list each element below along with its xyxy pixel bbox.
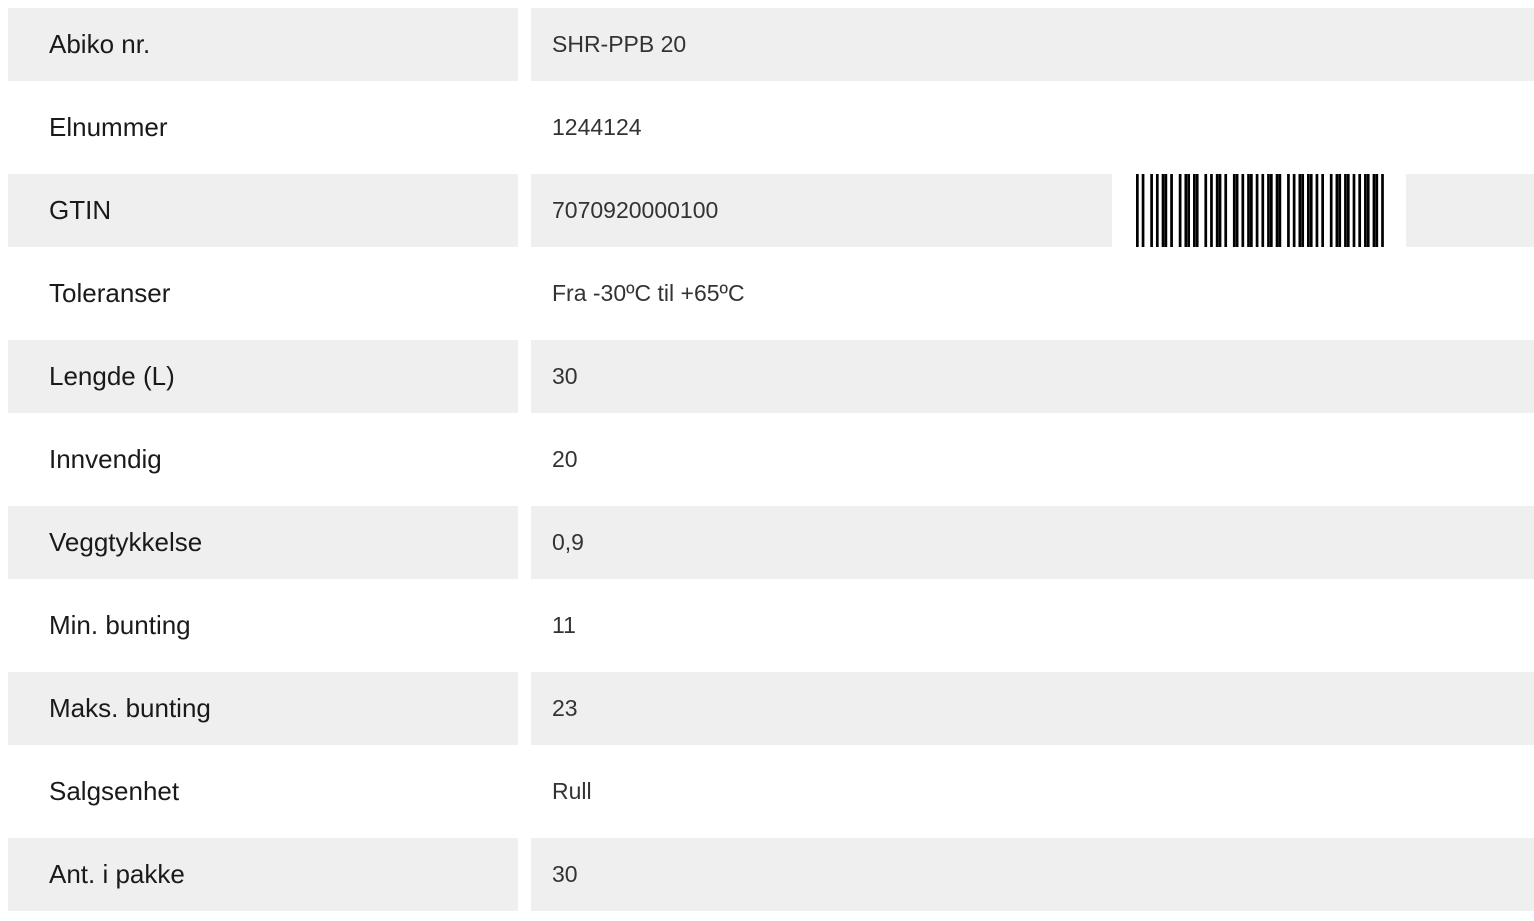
barcode-bar	[1279, 174, 1282, 247]
barcode-bar	[1353, 174, 1356, 247]
barcode-bar	[1276, 174, 1279, 247]
spec-row-maks-bunting	[8, 672, 1534, 745]
barcode-bar	[1293, 174, 1296, 247]
spec-row-min-bunting	[8, 589, 1534, 662]
barcode-bar	[1375, 174, 1378, 247]
barcode-bar	[1150, 174, 1153, 247]
spec-label: GTIN	[8, 174, 518, 247]
spec-value: Fra -30ºC til +65ºC	[552, 280, 745, 306]
spec-label: Min. bunting	[49, 610, 191, 640]
barcode-bar	[1142, 174, 1145, 247]
spec-row-ant-i-pakke	[8, 838, 1534, 911]
barcode-bar	[1196, 174, 1199, 247]
barcode-bar	[1358, 174, 1361, 247]
spec-label: Elnummer	[49, 112, 168, 142]
barcode-graphic	[1136, 174, 1386, 247]
spec-value-container	[531, 174, 1534, 247]
spec-row-veggtykkelse	[8, 506, 1534, 579]
barcode-bar	[1233, 174, 1236, 247]
barcode-bar	[1344, 174, 1347, 247]
barcode-bar	[1298, 174, 1301, 247]
barcode-bar	[1236, 174, 1239, 247]
spec-value: SHR-PPB 20	[531, 8, 1534, 81]
barcode-bar	[1210, 174, 1213, 247]
spec-row-abiko-nr	[8, 8, 1534, 81]
spec-row-elnummer	[8, 91, 1534, 164]
barcode-bar	[1247, 174, 1250, 247]
barcode-bar	[1373, 174, 1376, 247]
spec-row-innvendig	[8, 423, 1534, 496]
barcode-bar	[1224, 174, 1227, 247]
spec-label: Maks. bunting	[8, 672, 518, 745]
barcode-bar	[1162, 174, 1165, 247]
barcode-bar	[1219, 174, 1222, 247]
spec-label: Abiko nr.	[8, 8, 518, 81]
barcode-bar	[1184, 174, 1187, 247]
barcode-bar	[1381, 174, 1384, 247]
barcode-bar	[1338, 174, 1341, 247]
spec-value: 7070920000100	[552, 197, 719, 223]
barcode-bar	[1256, 174, 1259, 247]
barcode-bar	[1336, 174, 1339, 247]
spec-label: Veggtykkelse	[8, 506, 518, 579]
barcode-bar	[1364, 174, 1367, 247]
barcode-bar	[1310, 174, 1313, 247]
barcode-bar	[1165, 174, 1168, 247]
spec-value: 30	[531, 838, 1534, 911]
spec-row-toleranser	[8, 257, 1534, 330]
barcode-bar	[1307, 174, 1310, 247]
barcode-bar	[1170, 174, 1173, 247]
barcode-bar	[1179, 174, 1182, 247]
spec-value: 11	[552, 612, 576, 638]
barcode-bar	[1330, 174, 1333, 247]
spec-value: 1244124	[552, 114, 642, 140]
spec-row-salgsenhet	[8, 755, 1534, 828]
barcode-bar	[1261, 174, 1264, 247]
barcode-bar	[1204, 174, 1207, 247]
spec-row-lengde	[8, 340, 1534, 413]
spec-label: Lengde (L)	[8, 340, 518, 413]
barcode-bar	[1347, 174, 1350, 247]
barcode-bar	[1287, 174, 1290, 247]
spec-value: 30	[531, 340, 1534, 413]
barcode-bar	[1156, 174, 1159, 247]
barcode-bar	[1216, 174, 1219, 247]
barcode-bar	[1270, 174, 1273, 247]
spec-value: 0,9	[531, 506, 1534, 579]
spec-label: Innvendig	[49, 444, 162, 474]
barcode-bar	[1301, 174, 1304, 247]
spec-label: Ant. i pakke	[8, 838, 518, 911]
barcode-bar	[1250, 174, 1253, 247]
barcode-bar	[1241, 174, 1244, 247]
barcode-bar	[1187, 174, 1190, 247]
barcode-bar	[1193, 174, 1196, 247]
barcode-bar	[1321, 174, 1324, 247]
spec-row-gtin	[8, 174, 1534, 247]
barcode-bar	[1136, 174, 1139, 247]
barcode-icon	[1112, 174, 1406, 247]
spec-value: Rull	[552, 778, 592, 804]
spec-label: Salgsenhet	[49, 776, 180, 806]
spec-label: Toleranser	[49, 278, 171, 308]
barcode-bar	[1267, 174, 1270, 247]
spec-value: 20	[552, 446, 578, 472]
barcode-bar	[1367, 174, 1370, 247]
barcode-bar	[1316, 174, 1319, 247]
spec-value: 23	[531, 672, 1534, 745]
product-spec-table	[8, 8, 1534, 921]
